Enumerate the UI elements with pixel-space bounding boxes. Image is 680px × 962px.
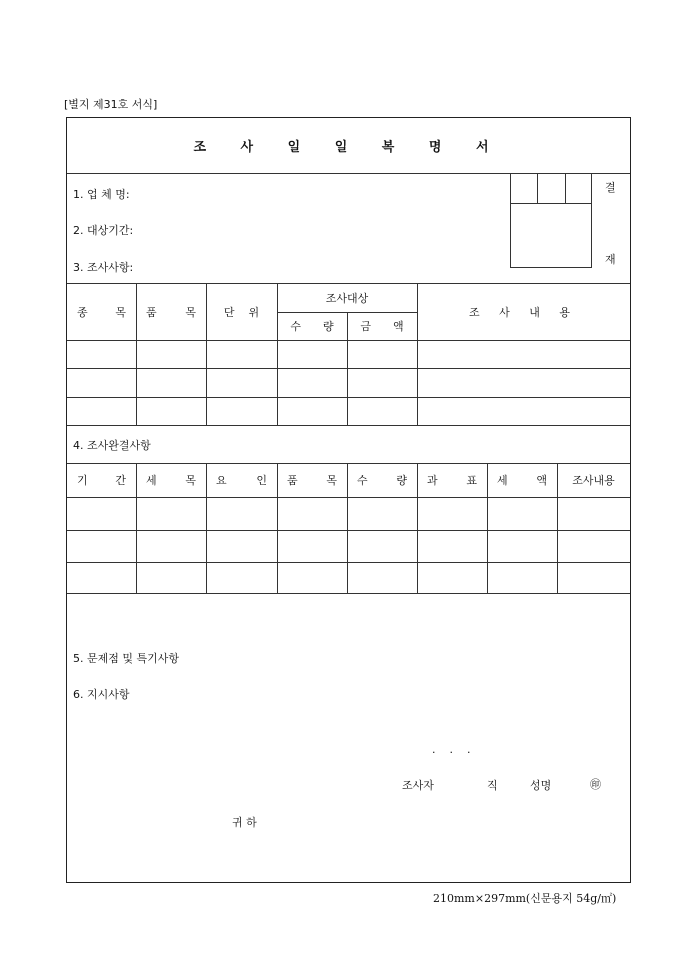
header-tax-base: 과 표: [427, 474, 477, 487]
seal-mark: ㊞: [590, 778, 601, 791]
header-period: 기 간: [77, 474, 126, 487]
header-cause: 요 인: [216, 474, 267, 487]
header-unit: 단 위: [223, 305, 260, 319]
form-title: 조 사 일 일 복 명 서: [193, 140, 504, 155]
header-amount: 금 액: [360, 320, 404, 333]
approval-label-top: 결: [605, 181, 616, 194]
section-5-label: 5. 문제점 및 특기사항: [73, 652, 179, 665]
header-goods: 품 목: [287, 474, 337, 487]
position-label: 직: [487, 779, 498, 792]
date-field[interactable]: . . .: [432, 743, 471, 756]
name-label: 성명: [530, 779, 552, 792]
header-content: 조 사 내 용: [469, 305, 578, 319]
form-number-label: [별지 제31호 서식]: [64, 98, 158, 111]
recipient-label: 귀 하: [232, 816, 257, 829]
section-6-label: 6. 지시사항: [73, 688, 130, 701]
approval-box: [510, 173, 592, 268]
investigation-items-field[interactable]: 3. 조사사항:: [73, 261, 134, 274]
header-tax-amount: 세 액: [497, 474, 547, 487]
investigator-label: 조사자: [402, 779, 434, 792]
header-quantity-2: 수 량: [357, 474, 407, 487]
paper-spec: 210mm×297mm(신문용지 54g/㎡): [433, 892, 617, 905]
approval-label-bottom: 재: [605, 253, 616, 266]
target-period-field[interactable]: 2. 대상기간:: [73, 224, 134, 237]
section-4-label: 4. 조사완결사항: [73, 439, 151, 452]
header-tax-item: 세 목: [146, 474, 196, 487]
header-quantity: 수 량: [290, 320, 334, 333]
header-category: 종 목: [77, 305, 126, 319]
company-name-field[interactable]: 1. 업 체 명:: [73, 188, 130, 201]
header-target-group: 조사대상: [325, 291, 369, 305]
header-item: 품 목: [146, 305, 196, 319]
header-investigation-content: 조사내용: [572, 474, 615, 487]
